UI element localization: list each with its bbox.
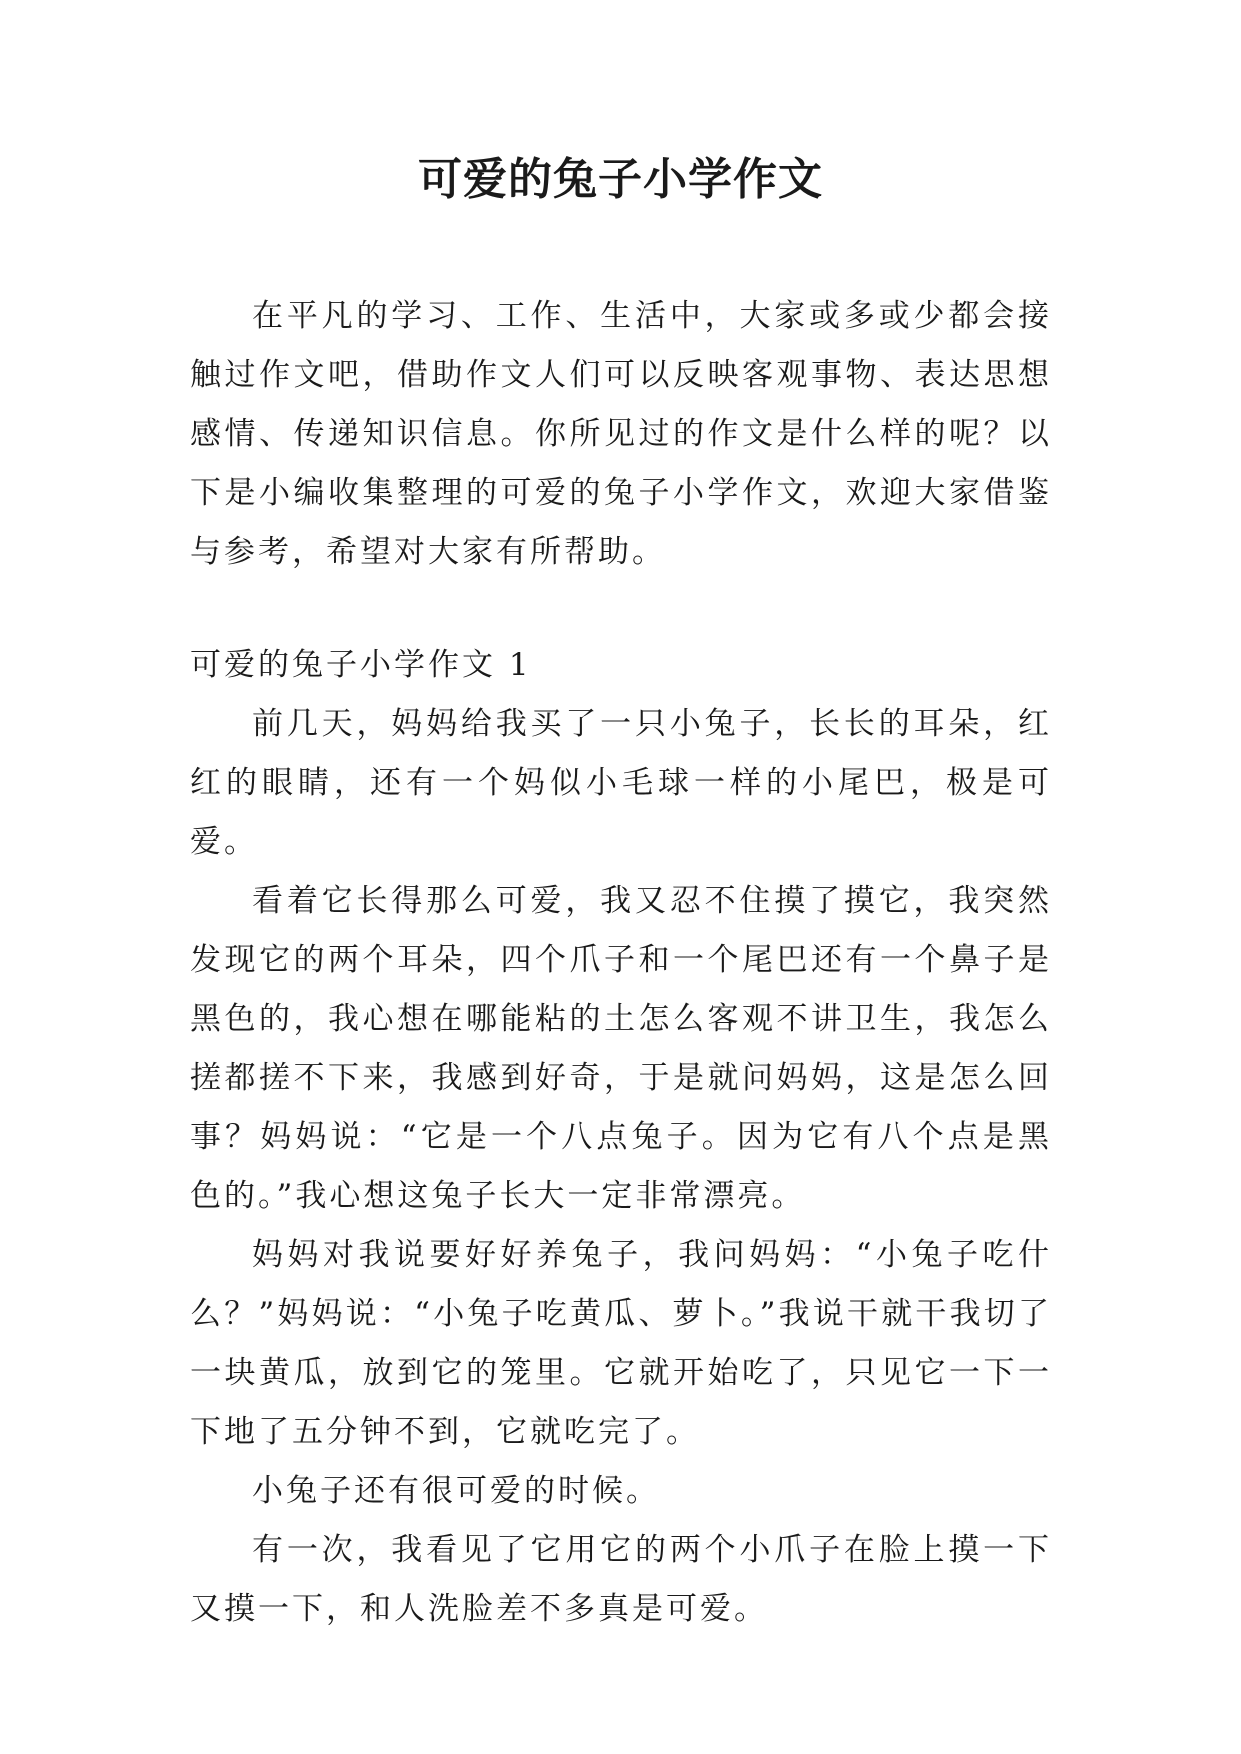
essay-section-1 xyxy=(190,636,1052,1639)
section-heading: 可爱的兔子小学作文 1 xyxy=(190,647,532,683)
essay-paragraph: 妈妈对我说要好好养兔子，我问妈妈：“小兔子吃什么？”妈妈说：“小兔子吃黄瓜、萝卜。”我说干就干我切了一块黄瓜，放到它的笼里。它就开始吃了，只见它一下一下地了五分钟不到，它就吃完了。 xyxy=(190,1237,1052,1450)
document-title: 可爱的兔子小学作文 xyxy=(418,154,823,205)
essay-paragraph: 有一次，我看见了它用它的两个小爪子在脸上摸一下又摸一下，和人洗脸差不多真是可爱。 xyxy=(190,1532,1052,1627)
essay-paragraph: 看着它长得那么可爱，我又忍不住摸了摸它，我突然发现它的两个耳朵，四个爪子和一个尾巴还有一个鼻子是黑色的，我心想在哪能粘的土怎么客观不讲卫生，我怎么搓都搓不下来，我感到好奇，于是就问妈妈，这是怎么回事？妈妈说：“它是一个八点兔子。因为它有八个点是黑色的。”我心想这兔子长大一定非常漂亮。 xyxy=(190,883,1052,1214)
intro-paragraph: 在平凡的学习、工作、生活中，大家或多或少都会接触过作文吧，借助作文人们可以反映客观事物、表达思想感情、传递知识信息。你所见过的作文是什么样的呢？以下是小编收集整理的可爱的兔子小学作文，欢迎大家借鉴与参考，希望对大家有所帮助。 xyxy=(190,298,1052,570)
essay-paragraph: 前几天，妈妈给我买了一只小兔子，长长的耳朵，红红的眼睛，还有一个妈似小毛球一样的小尾巴，极是可爱。 xyxy=(190,706,1052,860)
essay-paragraph: 小兔子还有很可爱的时候。 xyxy=(252,1473,660,1509)
